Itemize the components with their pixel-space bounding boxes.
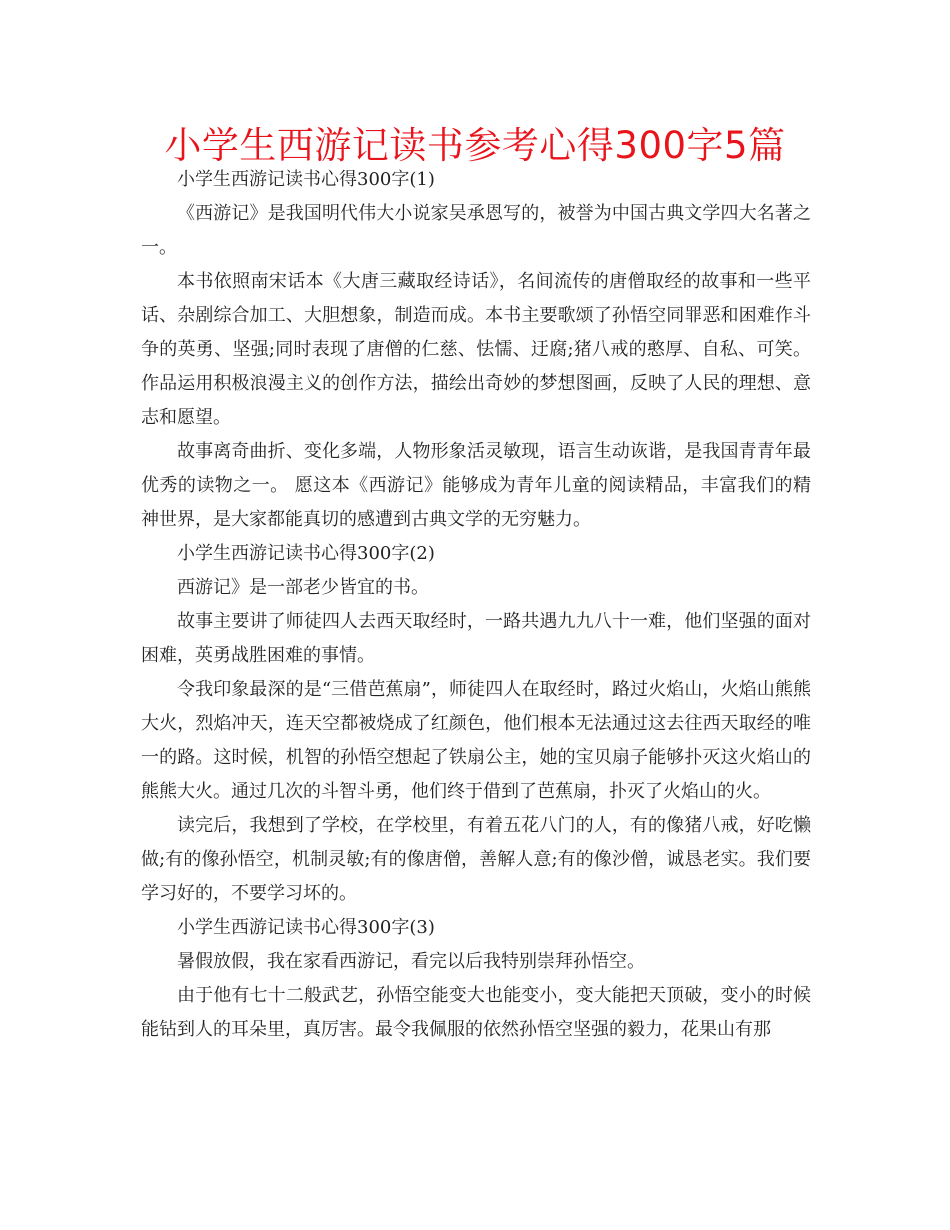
- document-title: 小学生西游记读书参考心得300字5篇: [164, 124, 786, 167]
- section-heading-2: 小学生西游记读书心得300字(2): [177, 543, 435, 564]
- body-paragraph: 读完后，我想到了学校，在学校里，有着五花八门的人，有的像猪八戒，好吃懒做;有的像孙悟空，机制灵敏;有的像唐僧，善解人意;有的像沙僧，诚恳老实。我们要学习好的，不要学习坏的。: [141, 815, 811, 904]
- body-paragraph: 《西游记》是我国明代伟大小说家吴承恩写的，被誉为中国古典文学四大名著之一。: [141, 203, 811, 258]
- section-heading-3: 小学生西游记读书心得300字(3): [177, 917, 435, 938]
- body-paragraph: 西游记》是一部老少皆宜的书。: [177, 577, 429, 598]
- document-body: [141, 163, 811, 1047]
- body-paragraph: 本书依照南宋话本《大唐三藏取经诗话》，名间流传的唐僧取经的故事和一些平话、杂剧综合加工、大胆想象，制造而成。本书主要歌颂了孙悟空同罪恶和困难作斗争的英勇、坚强;同时表现了唐僧的仁慈、怯懦、迂腐;猪八戒的憨厚、自私、可笑。作品运用积极浪漫主义的创作方法，描绘出奇妙的梦想图画，反映了人民的理想、意志和愿望。: [141, 271, 811, 428]
- body-paragraph: 故事离奇曲折、变化多端，人物形象活灵敏现，语言生动诙谐，是我国青青年最优秀的读物之一。 愿这本《西游记》能够成为青年儿童的阅读精品，丰富我们的精神世界，是大家都能真切的感遭到古典文学的无穷魅力。: [141, 441, 811, 530]
- section-heading-1: 小学生西游记读书心得300字(1): [177, 169, 435, 190]
- body-paragraph: 令我印象最深的是“三借芭蕉扇”，师徒四人在取经时，路过火焰山，火焰山熊熊大火，烈焰冲天，连天空都被烧成了红颜色，他们根本无法通过这去往西天取经的唯一的路。这时候，机智的孙悟空想起了铁扇公主，她的宝贝扇子能够扑灭这火焰山的熊熊大火。通过几次的斗智斗勇，他们终于借到了芭蕉扇，扑灭了火焰山的火。: [141, 679, 811, 802]
- body-paragraph: 暑假放假，我在家看西游记，看完以后我特别崇拜孙悟空。: [177, 951, 645, 972]
- body-paragraph: 由于他有七十二般武艺，孙悟空能变大也能变小，变大能把天顶破，变小的时候能钻到人的耳朵里，真厉害。最令我佩服的依然孙悟空坚强的毅力，花果山有那: [141, 985, 811, 1040]
- body-paragraph: 故事主要讲了师徒四人去西天取经时，一路共遇九九八十一难，他们坚强的面对困难，英勇战胜困难的事情。: [141, 611, 811, 666]
